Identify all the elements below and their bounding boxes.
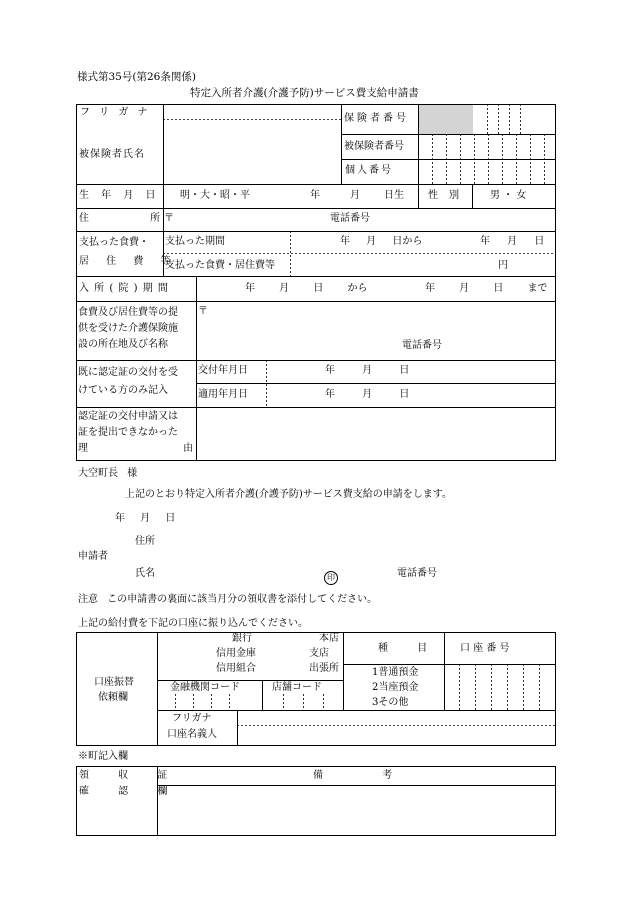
birth-date-label: 生 年 月 日 xyxy=(79,190,156,201)
reason-label-line3: 理 由 xyxy=(78,443,194,454)
furigana-label: フ リ ガ ナ xyxy=(80,107,151,118)
paid-amount-label: 支払った食費・居住費等 xyxy=(165,260,275,271)
bank-code-field[interactable] xyxy=(159,696,261,709)
admission-period-label: 入 所 ( 院 ) 期 間 xyxy=(79,283,168,294)
branch-type-main[interactable]: 本店 xyxy=(319,633,339,644)
holder-furigana-field[interactable] xyxy=(239,712,554,724)
reason-label-line2: 証を提出できなかった xyxy=(78,427,178,438)
addressee: 大空町長 様 xyxy=(78,468,138,479)
facility-label-line1: 食費及び居住費等の提 xyxy=(78,307,178,318)
holder-name-label: 口座名義人 xyxy=(167,729,217,740)
facility-phone-label: 電話番号 xyxy=(402,340,442,351)
paid-period-from[interactable]: 年 月 日から xyxy=(340,236,423,247)
bank-code-label: 金融機関コード xyxy=(170,682,240,693)
paid-period-to[interactable]: 年 月 日 xyxy=(480,236,545,247)
admission-period-to[interactable]: 年 月 日 まで xyxy=(425,283,548,294)
transfer-label-line1: 口座振替 xyxy=(94,677,134,688)
insurer-number-field[interactable] xyxy=(474,106,555,133)
address-phone-label: 電話番号 xyxy=(330,213,370,224)
applicant-name-field[interactable] xyxy=(165,565,315,581)
insured-name-label: 被保険者氏名 xyxy=(79,149,145,160)
branch-code-field[interactable] xyxy=(264,696,342,709)
insurer-number-label: 保険者番号 xyxy=(344,113,409,124)
birth-day-unit: 日生 xyxy=(384,190,404,201)
remarks-field xyxy=(159,787,554,834)
holder-furigana-label: フリガナ xyxy=(172,713,212,724)
insured-number-label: 被保険者番号 xyxy=(344,141,404,152)
transfer-label-line2: 依頼欄 xyxy=(98,692,128,703)
address-postal-mark: 〒 xyxy=(164,213,174,224)
applicant-address-label: 住所 xyxy=(135,536,155,547)
attachment-note: 注意 この申請書の裏面に該当月分の領収書を添付してください。 xyxy=(78,594,378,605)
issue-date-label: 交付年月日 xyxy=(198,365,248,376)
apply-date-field[interactable]: 年 月 日 xyxy=(325,389,410,400)
account-type-other[interactable]: 3その他 xyxy=(372,697,409,708)
reason-field[interactable] xyxy=(199,410,554,458)
application-statement: 上記のとおり特定入所者介護(介護予防)サービス費支給の申請をします。 xyxy=(125,489,453,500)
issue-date-field[interactable]: 年 月 日 xyxy=(325,365,410,376)
account-number-field[interactable] xyxy=(446,666,554,708)
address-field[interactable] xyxy=(176,210,316,229)
holder-name-field[interactable] xyxy=(239,727,554,744)
applicant-address-field[interactable] xyxy=(165,533,465,549)
applicant-label: 申請者 xyxy=(78,551,108,562)
applicant-phone-label: 電話番号 xyxy=(397,568,437,579)
bank-type-kumiai[interactable]: 信用組合 xyxy=(216,663,256,674)
account-type-checking[interactable]: 2当座預金 xyxy=(372,682,419,693)
seal-text: 印 xyxy=(324,571,338,585)
account-type-ordinary[interactable]: 1普通預金 xyxy=(372,667,419,678)
paid-label-line1: 支払った食費・ xyxy=(79,237,149,248)
account-type-label: 種 目 xyxy=(378,643,428,654)
furigana-field[interactable] xyxy=(166,106,340,118)
paid-period-label: 支払った期間 xyxy=(165,236,225,247)
facility-label-line3: 設の所在地及び名称 xyxy=(78,339,168,350)
receipt-label-line2: 確 認 欄 xyxy=(79,786,168,797)
page-title: 特定入所者介護(介護予防)サービス費支給申請書 xyxy=(190,87,419,99)
certificate-label-line1: 既に認定証の交付を受 xyxy=(78,367,178,378)
personal-number-label: 個人番号 xyxy=(345,165,393,176)
bank-type-shinkin[interactable]: 信用金庫 xyxy=(216,648,256,659)
facility-postal-mark: 〒 xyxy=(198,306,208,317)
transfer-intro: 上記の給付費を下記の口座に振り込んでください。 xyxy=(78,618,308,629)
birth-month-unit: 月 xyxy=(350,190,360,201)
branch-type-branch[interactable]: 支店 xyxy=(309,648,329,659)
personal-number-field[interactable] xyxy=(419,161,555,183)
paid-amount-field[interactable] xyxy=(292,256,492,275)
address-label: 住 所 xyxy=(79,213,161,224)
town-use-heading: ※町記入欄 xyxy=(78,751,128,762)
admission-period-from[interactable]: 年 月 日 から xyxy=(245,283,368,294)
apply-date-label: 適用年月日 xyxy=(198,389,248,400)
seal-mark xyxy=(324,567,338,585)
form-number: 様式第35号(第26条関係) xyxy=(77,71,196,83)
sex-label: 性 別 xyxy=(428,190,460,201)
birth-year-unit: 年 xyxy=(310,190,320,201)
application-date[interactable]: 年 月 日 xyxy=(115,513,176,524)
sex-options[interactable]: 男 ・ 女 xyxy=(490,190,527,201)
applicant-name-label: 氏名 xyxy=(135,568,155,579)
paid-label-line2: 居 住 費 等 xyxy=(79,256,171,267)
yen-unit: 円 xyxy=(498,260,508,271)
receipt-label-line1: 領 収 証 xyxy=(79,770,168,781)
era-options[interactable]: 明・大・昭・平 xyxy=(180,190,250,201)
remarks-label: 備 考 xyxy=(313,770,393,781)
facility-label-line2: 供を受けた介護保険施 xyxy=(78,323,178,334)
bank-type-bank[interactable]: 銀行 xyxy=(232,633,252,644)
reason-label-line1: 認定証の交付申請又は xyxy=(78,411,178,422)
insurer-number-shaded-cell xyxy=(419,105,473,134)
certificate-label-line2: けている方のみ記入 xyxy=(78,385,168,396)
branch-code-label: 店舗コード xyxy=(272,682,322,693)
insured-name-field[interactable] xyxy=(166,122,340,182)
account-number-label: 口 座 番 号 xyxy=(460,643,510,654)
insured-number-field[interactable] xyxy=(419,136,555,158)
branch-type-sub[interactable]: 出張所 xyxy=(309,663,339,674)
facility-address-field[interactable] xyxy=(210,304,554,334)
